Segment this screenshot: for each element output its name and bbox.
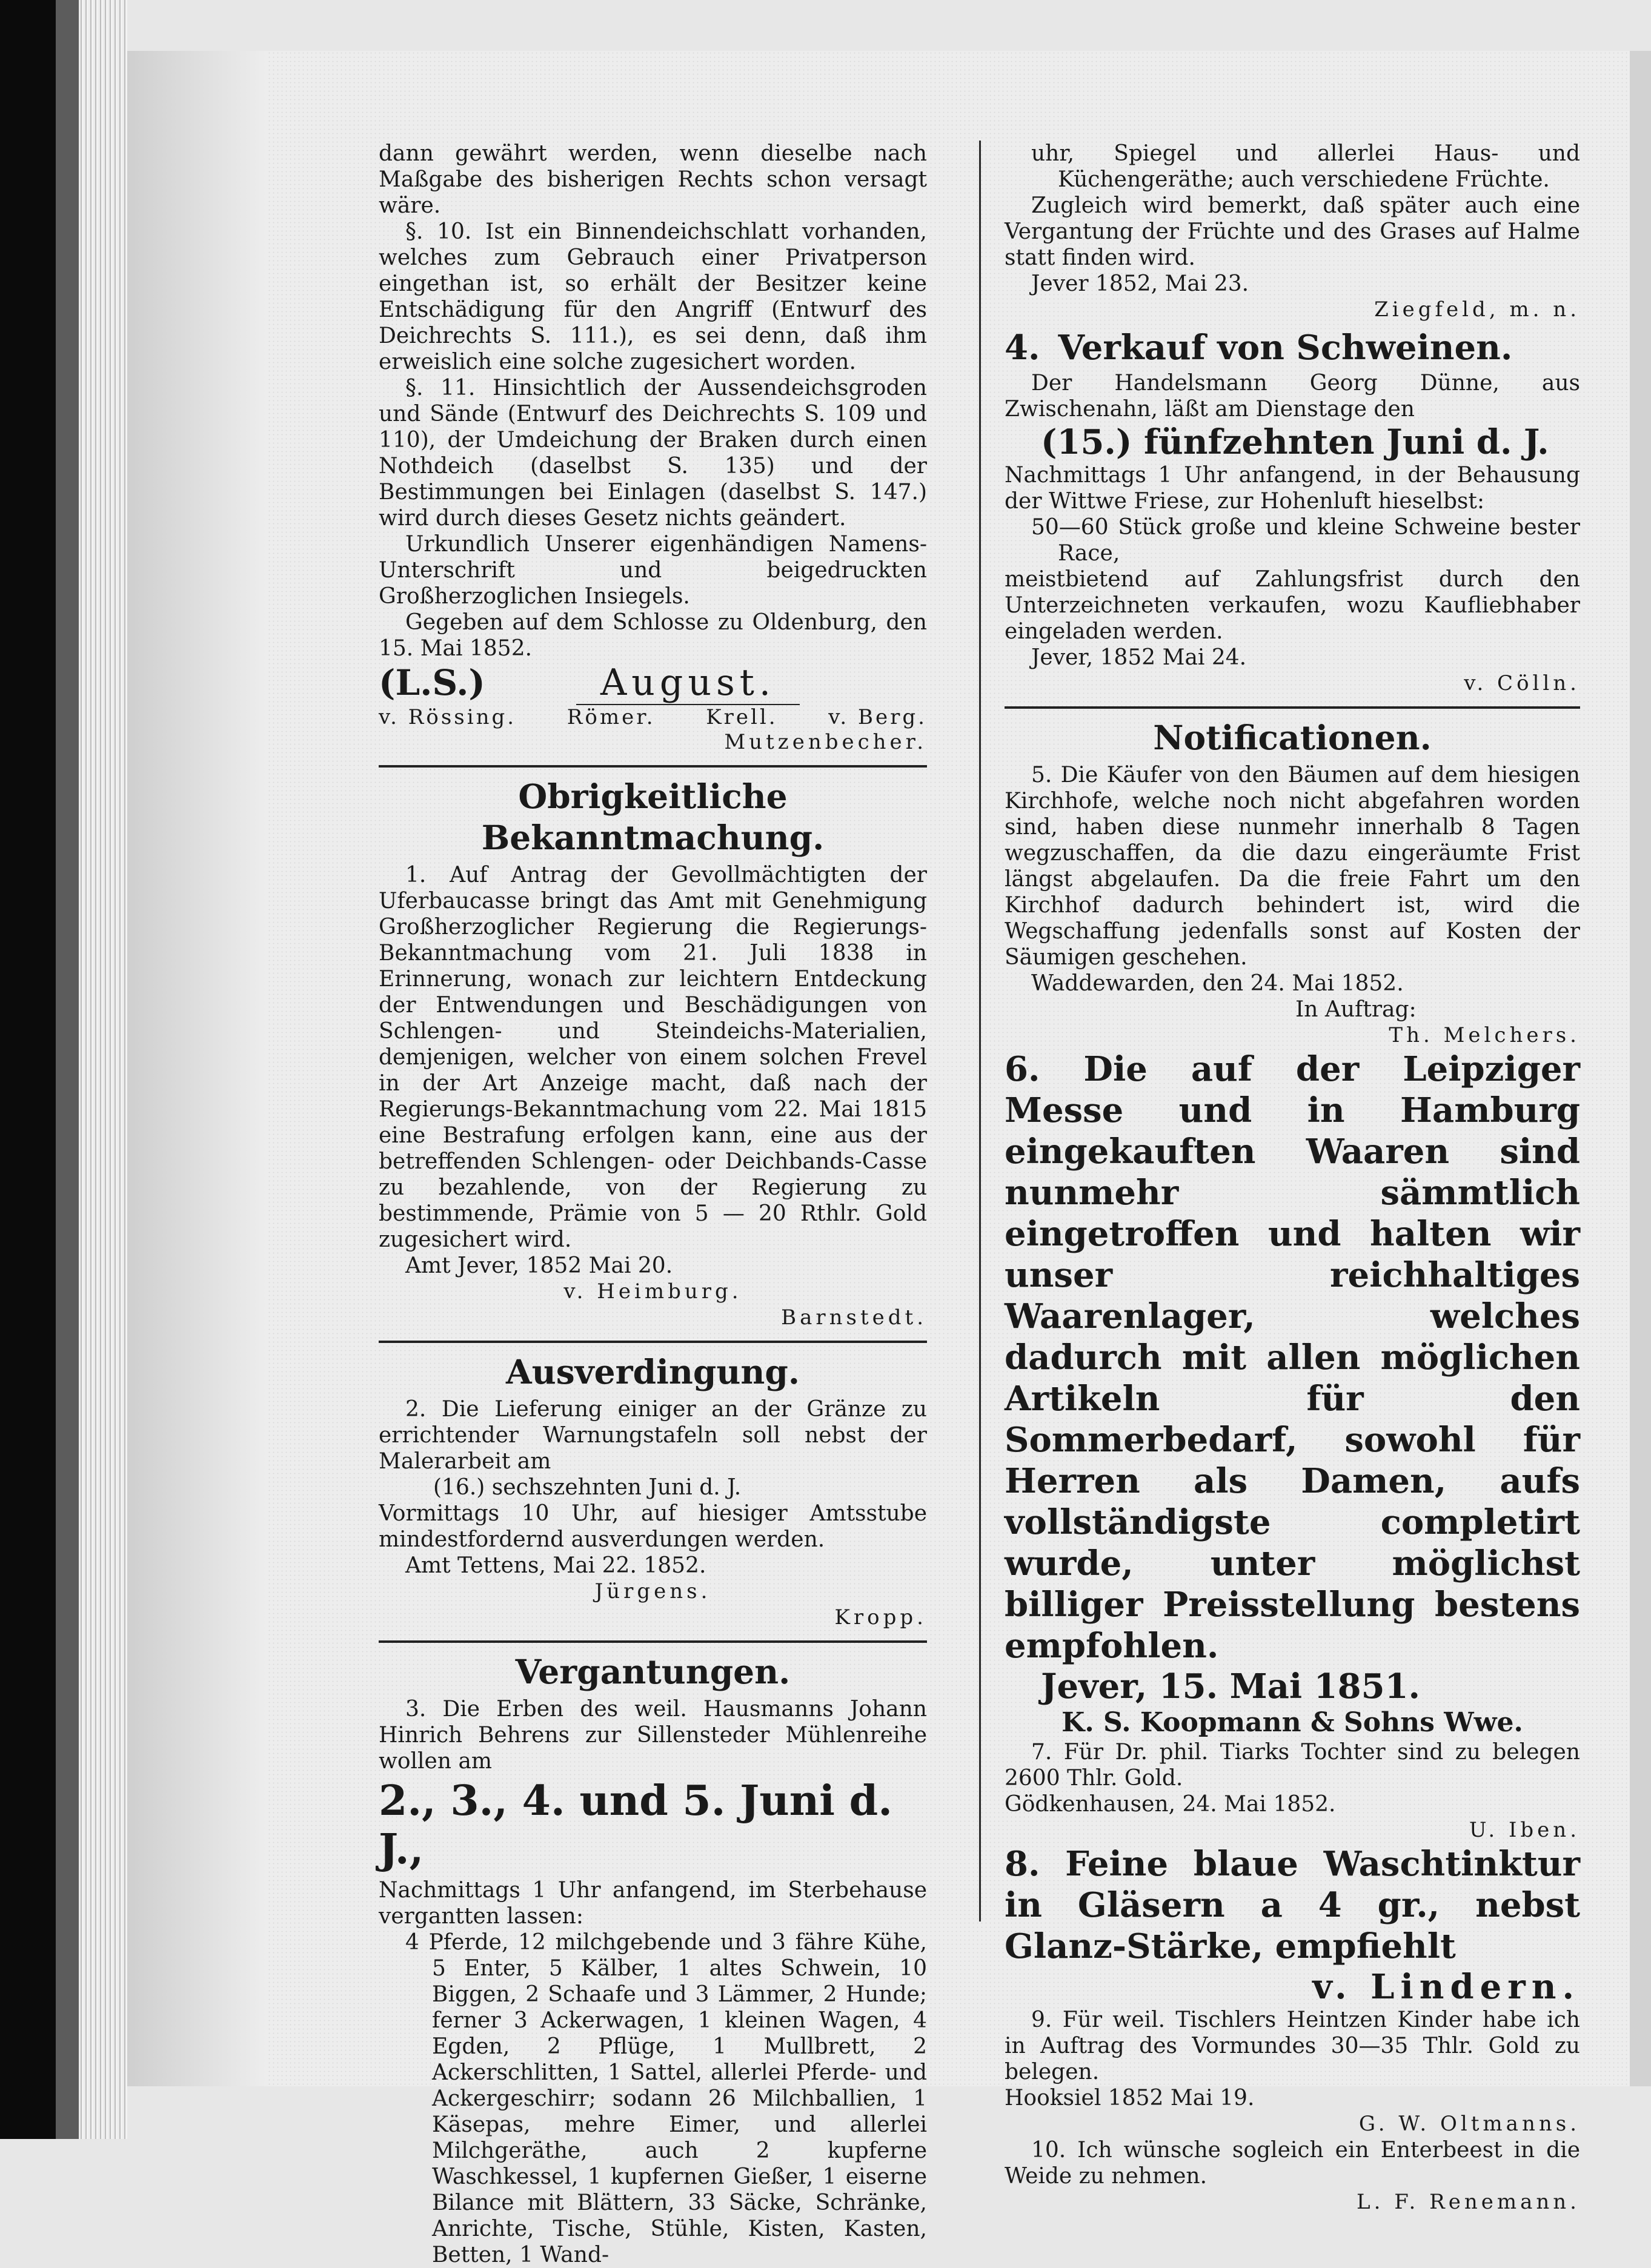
notice-2-place: Amt Tettens, Mai 22. 1852. — [405, 1553, 706, 1578]
notice-7-place: Gödkenhausen, 24. Mai 1852. — [1005, 1792, 1336, 1817]
binding-edge — [56, 0, 79, 2139]
notice-3-signature: Ziegfeld, m. n. — [1374, 297, 1580, 322]
advert-8-signature: v. Lindern. — [1312, 1967, 1580, 2007]
notice-4-heading: Verkauf von Schweinen. — [1058, 328, 1513, 368]
law-certification: Urkundlich Unserer eigenhändigen Namens-Unterschrift und beigedruckten Großherzoglichen Insiegels. — [379, 532, 927, 609]
advert-6-signature: K. S. Koopmann & Sohns Wwe. — [1061, 1707, 1523, 1738]
notice-4-text: Der Handelsmann Georg Dünne, aus Zwischenahn, läßt am Dienstage den — [1005, 371, 1580, 422]
advert-6-place: Jever, 15. Mai 1851. — [1041, 1666, 1421, 1706]
notice-10-text: 10. Ich wünsche sogleich ein Enterbeest in die Weide zu nehmen. — [1005, 2138, 1580, 2189]
section-rule — [379, 1640, 927, 1643]
notice-3-note: Zugleich wird bemerkt, daß später auch eine Vergantung der Früchte und des Grases auf Halme statt finden wird. — [1005, 193, 1580, 270]
cosigners — [379, 705, 927, 729]
notice-2-text-2: Vormittags 10 Uhr, auf hiesiger Amtsstube mindestfordernd ausverdungen werden. — [379, 1501, 927, 1552]
seal-mark: (L.S.) — [379, 662, 485, 703]
page-gutter — [1630, 51, 1651, 2086]
section-rule — [379, 1341, 927, 1343]
signer: v. Rössing. — [379, 705, 517, 729]
notice-1-place: Amt Jever, 1852 Mai 20. — [405, 1253, 673, 1278]
law-text-1: dann gewährt werden, wenn dieselbe nach Maßgabe des bisherigen Rechts schon versagt wäre. — [379, 141, 927, 218]
notice-1-signature-2: Barnstedt. — [781, 1305, 927, 1330]
law-paragraph-10: §. 10. Ist ein Binnendeichschlatt vorhanden, welches zum Gebrauch einer Privatperson eingethan ist, so erhält der Besitzer keine Entschädigung für den Angriff (Entwurf des Deichrechts S. 111.), es sei denn, daß ihm erweislich eine solche zugesichert worden. — [379, 219, 927, 374]
notice-3-items: 4 Pferde, 12 milchgebende und 3 fähre Kühe, 5 Enter, 5 Kälber, 1 altes Schwein, 10 Biggen, 2 Schaafe und 3 Lämmer, 2 Hunde; ferner 3 Ackerwagen, 1 kleinen Wagen, 4 Egden, 2 Pflüge, 1 Mullbrett, 2 Ackerschlitten, 1 Sattel, allerlei Pferde- und Ackergeschirr; sodann 26 Milchballien, 1 Käsepas, mehre Eimer, und allerlei Milchgeräthe, auch 2 kupferne Waschkessel, 1 kupfernen Gießer, 1 eiserne Bilance mit Blättern, 33 Säcke, Schränke, Anrichte, Tische, Stühle, Kisten, Kasten, Betten, 1 Wand- — [405, 1930, 927, 2267]
seal-row — [379, 662, 927, 705]
notice-7-text: 7. Für Dr. phil. Tiarks Tochter sind zu belegen 2600 Thlr. Gold. — [1005, 1740, 1580, 1791]
notice-3-date: 2., 3., 4. und 5. Juni d. J., — [379, 1777, 892, 1874]
notice-4-signature: v. Cölln. — [1464, 671, 1580, 695]
column-divider — [979, 141, 981, 1921]
notice-9-signature: G. W. Oltmanns. — [1358, 2112, 1580, 2136]
notice-2-signature-2: Kropp. — [834, 1605, 927, 1630]
left-column — [379, 141, 927, 2267]
notice-5-text: 5. Die Käufer von den Bäumen auf dem hiesigen Kirchhofe, welche noch nicht abgefahren worden sind, haben diese nunmehr innerhalb 8 Tagen wegzuschaffen, da die dazu eingeräumte Frist längst abgelaufen. Da die freie Fahrt um den Kirchhof dadurch behindert ist, wird die Wegschaffung jedenfalls sonst auf Kosten der Säumigen geschehen. — [1005, 763, 1580, 970]
notice-3-text: 3. Die Erben des weil. Hausmanns Johann Hinrich Behrens zur Sillensteder Mühlenreihe wollen am — [379, 1697, 927, 1774]
notice-10-signature: L. F. Renemann. — [1357, 2190, 1580, 2214]
book-binding — [0, 0, 56, 2139]
law-paragraph-11: §. 11. Hinsichtlich der Aussendeichsgroden und Sände (Entwurf des Deichrechts S. 109 und 110), der Umdeichung der Braken durch einen Nothdeich (daselbst S. 135) und der Bestimmungen bei Einlagen (daselbst S. 147.) wird durch dieses Gesetz nichts geändert. — [379, 376, 927, 531]
notice-4-number: 4. — [1005, 328, 1040, 368]
notice-5-auftrag: In Auftrag: — [1295, 997, 1417, 1022]
signer: Römer. — [566, 705, 656, 729]
law-given: Gegeben auf dem Schlosse zu Oldenburg, den 15. Mai 1852. — [379, 610, 927, 661]
notice-4-heading-row — [1005, 323, 1580, 370]
grand-duke-signature: August. — [576, 662, 800, 705]
notice-1-text: 1. Auf Antrag der Gevollmächtigten der Uferbaucasse bringt das Amt mit Genehmigung Großherzoglicher Regierung die Regierungs-Bekanntmachung vom 21. Juli 1838 in Erinnerung, wonach zur leichtern Entdeckung der Entwendungen und Beschädigungen von Schlengen- und Steindeichs-Materialien, demjenigen, welcher von einem solchen Frevel in der Art Anzeige macht, daß nach der Regierungs-Bekanntmachung vom 22. Mai 1815 eine Bestrafung erfolgen kann, eine aus der betreffenden Schlengen- oder Deichbands-Casse zu bezahlende, von der Regierung zu bestimmende, Prämie von 5 — 20 Rthlr. Gold zugesichert wird. — [379, 863, 927, 1252]
notice-7-signature: U. Iben. — [1469, 1818, 1580, 1842]
notice-4-text-3: meistbietend auf Zahlungsfrist durch den Unterzeichneten verkaufen, wozu Kaufliebhaber eingeladen werden. — [1005, 567, 1580, 644]
notice-5-signature: Th. Melchers. — [1389, 1023, 1580, 1047]
notice-2-date: (16.) sechszehnten Juni d. J. — [433, 1475, 742, 1500]
notice-3-text-2: Nachmittags 1 Uhr anfangend, im Sterbehause vergantten lassen: — [379, 1878, 927, 1929]
right-column — [1005, 141, 1580, 2214]
section-rule — [1005, 706, 1580, 709]
page-edges — [79, 0, 127, 2139]
advert-6-text: 6. Die auf der Leipziger Messe und in Hamburg eingekauften Waaren sind nunmehr sämmtlich eingetroffen und halten wir unser reichhaltiges Waarenlager, welches dadurch mit allen möglichen Artikeln für den Sommerbedarf, sowohl für Herren als Damen, aufs vollständigste completirt wurde, unter möglichst billiger Preisstellung bestens empfohlen. — [1005, 1049, 1580, 1666]
advert-8-text: 8. Feine blaue Waschtinktur in Gläsern a 4 gr., nebst Glanz-Stärke, empfiehlt — [1005, 1844, 1580, 1966]
signer: Krell. — [706, 705, 778, 729]
section-heading-notificationen: Notificationen. — [1153, 718, 1432, 757]
notice-4-date: (15.) fünfzehnten Juni d. J. — [1041, 422, 1549, 462]
notice-4-place: Jever, 1852 Mai 24. — [1031, 645, 1247, 670]
notice-1-signature: v. Heimburg. — [563, 1279, 742, 1304]
section-heading-ausverdingung: Ausverdingung. — [506, 1352, 800, 1391]
notice-4-items: 50—60 Stück große und kleine Schweine bester Race, — [1031, 515, 1580, 566]
notice-5-place: Waddewarden, den 24. Mai 1852. — [1031, 971, 1404, 996]
notice-2-text: 2. Die Lieferung einiger an der Gränze zu errichtender Warnungstafeln soll nebst der Malerarbeit am — [379, 1397, 927, 1474]
notice-9-place: Hooksiel 1852 Mai 19. — [1005, 2086, 1255, 2110]
section-heading-obrigkeitliche: Obrigkeitliche Bekanntmachung. — [481, 777, 825, 857]
notice-2-signature: Jürgens. — [594, 1579, 711, 1603]
signer-last: Mutzenbecher. — [724, 730, 927, 754]
section-heading-vergantungen: Vergantungen. — [515, 1652, 791, 1691]
notice-9-text: 9. Für weil. Tischlers Heintzen Kinder habe ich in Auftrag des Vormundes 30—35 Thlr. Gold zu belegen. — [1005, 2008, 1580, 2084]
notice-4-text-2: Nachmittags 1 Uhr anfangend, in der Behausung der Wittwe Friese, zur Hohenluft hieselbst: — [1005, 463, 1580, 514]
signer: v. Berg. — [828, 705, 927, 729]
notice-3-items-continued: uhr, Spiegel und allerlei Haus- und Küchengeräthe; auch verschiedene Früchte. — [1031, 141, 1580, 192]
notice-3-place: Jever 1852, Mai 23. — [1031, 271, 1249, 296]
section-rule — [379, 765, 927, 768]
